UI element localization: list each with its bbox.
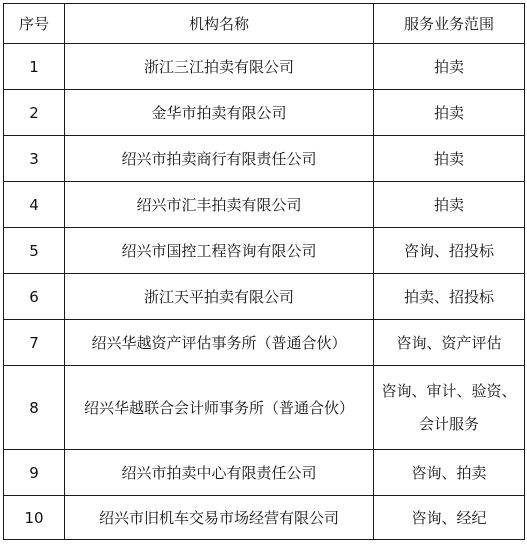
table-row bbox=[4, 496, 525, 540]
header-no: 序号 bbox=[4, 4, 65, 44]
table-row bbox=[4, 320, 525, 366]
cell-no: 2 bbox=[4, 90, 65, 136]
cell-no: 10 bbox=[4, 496, 65, 540]
cell-scope: 咨询、招投标 bbox=[374, 228, 525, 274]
cell-scope: 拍卖 bbox=[374, 90, 525, 136]
cell-no: 4 bbox=[4, 182, 65, 228]
cell-name: 绍兴市国控工程咨询有限公司 bbox=[65, 228, 374, 274]
table-row bbox=[4, 228, 525, 274]
cell-scope: 拍卖 bbox=[374, 44, 525, 90]
agency-table bbox=[3, 3, 525, 540]
cell-no: 9 bbox=[4, 450, 65, 496]
cell-name: 绍兴华越资产评估事务所（普通合伙） bbox=[65, 320, 374, 366]
cell-scope: 咨询、审计、验资、会计服务 bbox=[374, 366, 525, 450]
cell-name: 绍兴华越联合会计师事务所（普通合伙） bbox=[65, 366, 374, 450]
cell-name: 绍兴市旧机车交易市场经营有限公司 bbox=[65, 496, 374, 540]
table-row bbox=[4, 136, 525, 182]
table-row bbox=[4, 366, 525, 450]
cell-name: 绍兴市汇丰拍卖有限公司 bbox=[65, 182, 374, 228]
cell-no: 8 bbox=[4, 366, 65, 450]
cell-no: 3 bbox=[4, 136, 65, 182]
cell-no: 1 bbox=[4, 44, 65, 90]
header-name: 机构名称 bbox=[65, 4, 374, 44]
header-scope: 服务业务范围 bbox=[374, 4, 525, 44]
cell-name: 绍兴市拍卖商行有限责任公司 bbox=[65, 136, 374, 182]
cell-scope: 咨询、经纪 bbox=[374, 496, 525, 540]
table-row bbox=[4, 44, 525, 90]
cell-name: 金华市拍卖有限公司 bbox=[65, 90, 374, 136]
cell-no: 6 bbox=[4, 274, 65, 320]
cell-name: 浙江三江拍卖有限公司 bbox=[65, 44, 374, 90]
cell-scope: 拍卖、招投标 bbox=[374, 274, 525, 320]
cell-no: 7 bbox=[4, 320, 65, 366]
table-row bbox=[4, 274, 525, 320]
cell-scope: 拍卖 bbox=[374, 182, 525, 228]
cell-scope: 拍卖 bbox=[374, 136, 525, 182]
cell-name: 浙江天平拍卖有限公司 bbox=[65, 274, 374, 320]
cell-name: 绍兴市拍卖中心有限责任公司 bbox=[65, 450, 374, 496]
table-row bbox=[4, 90, 525, 136]
cell-no: 5 bbox=[4, 228, 65, 274]
table-row bbox=[4, 450, 525, 496]
cell-scope: 咨询、资产评估 bbox=[374, 320, 525, 366]
cell-scope: 咨询、拍卖 bbox=[374, 450, 525, 496]
table-row bbox=[4, 182, 525, 228]
table-header-row bbox=[4, 4, 525, 44]
